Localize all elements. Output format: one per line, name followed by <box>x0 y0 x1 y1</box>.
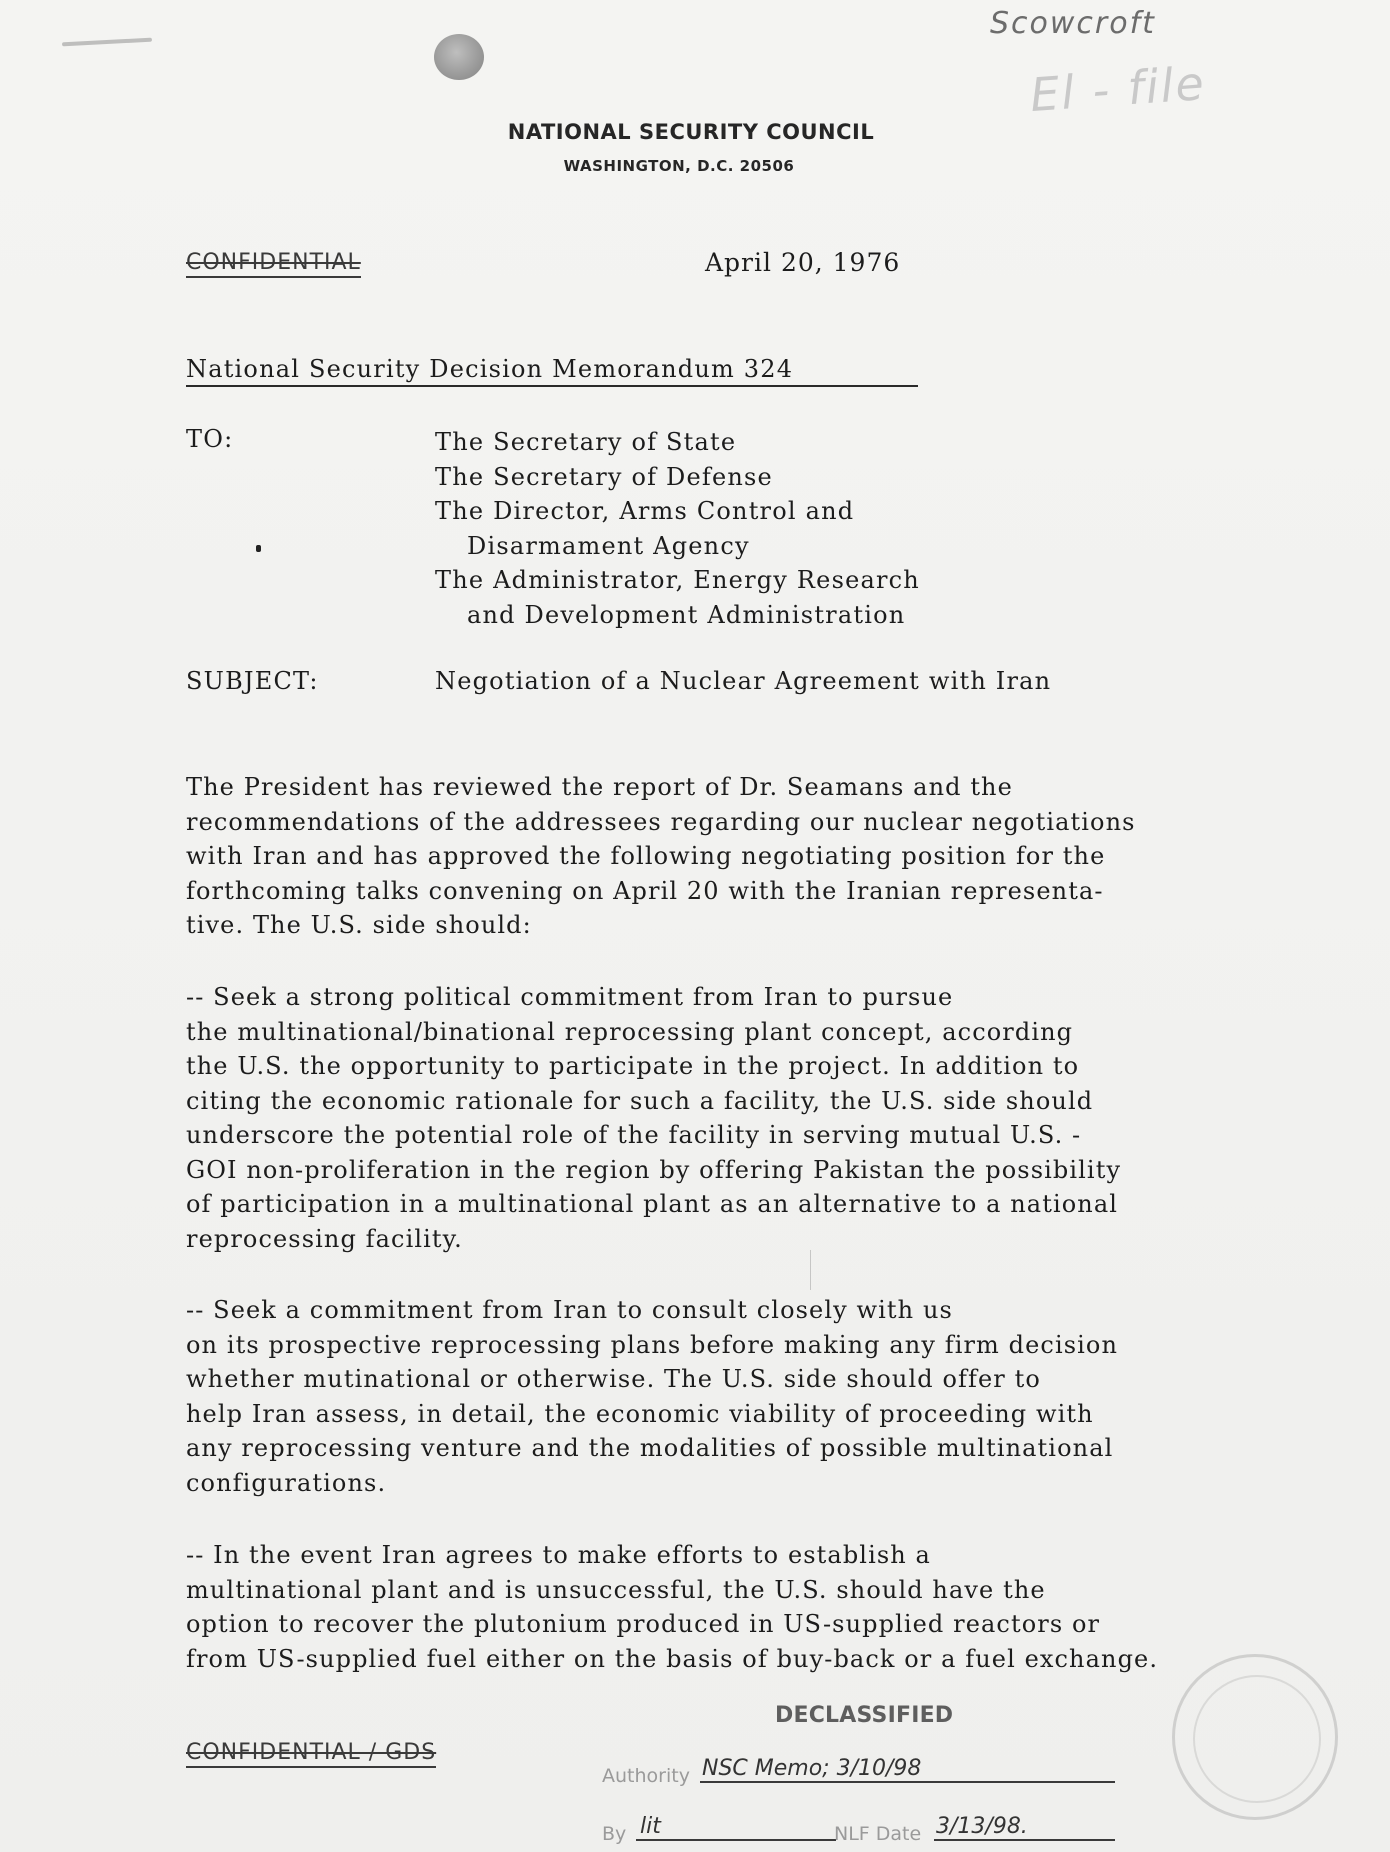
subject-label: SUBJECT: <box>186 667 319 695</box>
by-value: lit <box>636 1814 836 1841</box>
recipient-line: The Director, Arms Control and <box>435 497 855 525</box>
by-label: By <box>602 1823 627 1845</box>
body-point-three: -- In the event Iran agrees to make efforts to establish a multinational plant and is unsuccessful, the U.S. should have the option to recover the plutonium produced in US-supplied reactors or from US-supplied fuel either on the basis of buy-back or a fuel exchange. <box>186 1541 1159 1673</box>
recipient-list <box>435 425 920 632</box>
subject-text: Negotiation of a Nuclear Agreement with Iran <box>435 667 1052 695</box>
scan-artifact-line <box>810 1250 811 1290</box>
recipient-line: and Development Administration <box>467 600 906 629</box>
handwritten-file-annotation: El - file <box>1028 55 1208 123</box>
memo-date: April 20, 1976 <box>705 248 901 277</box>
library-seal-stamp <box>1172 1654 1338 1820</box>
classification-marking-top: CONFIDENTIAL <box>186 250 361 278</box>
letterhead-address: WASHINGTON, D.C. 20506 <box>563 157 795 175</box>
nlf-date-label: NLF Date <box>834 1823 922 1845</box>
stray-mark <box>256 545 261 552</box>
body-intro-paragraph: The President has reviewed the report of Dr. Seamans and the recommendations of the addressees regarding our nuclear negotiations with Iran and has approved the following negotiating position for the forthcoming talks convening on April 20 with the Iranian representa- tive. The U.S. side should: <box>186 773 1136 939</box>
body-point-one: -- Seek a strong political commitment from Iran to pursue the multinational/binational reprocessing plant concept, according the U.S. the opportunity to participate in the project. In addition to citing the economic rationale for such a facility, the U.S. side should underscore the potential role of the facility in serving mutual U.S. - GOI non-proliferation in the region by offering Pakistan the possibility of participation in a multinational plant as an alternative to a national reprocessing facility. <box>186 983 1122 1253</box>
authority-value: NSC Memo; 3/10/98 <box>700 1756 1115 1783</box>
body-point-two: -- Seek a commitment from Iran to consult closely with us on its prospective reprocessing plans before making any firm decision whether mutinational or otherwise. The U.S. side should offer to help Iran assess, in detail, the economic viability of proceeding with any reprocessing venture and the modalities of possible multinational configurations. <box>186 1296 1119 1497</box>
recipient-line: The Secretary of Defense <box>435 462 773 491</box>
recipient-line: The Secretary of State <box>435 428 737 456</box>
punch-hole <box>434 34 484 80</box>
authority-label: Authority <box>602 1765 690 1787</box>
recipient-line: The Administrator, Energy Research <box>435 566 920 594</box>
letterhead-title: NATIONAL SECURITY COUNCIL <box>507 120 875 144</box>
handwritten-name-annotation: Scowcroft <box>990 6 1156 41</box>
declassified-stamp-heading: DECLASSIFIED <box>775 1703 954 1728</box>
recipient-line: Disarmament Agency <box>467 531 750 560</box>
classification-marking-bottom: CONFIDENTIAL / GDS <box>186 1740 436 1768</box>
to-label: TO: <box>186 425 234 453</box>
scan-smudge <box>62 38 152 47</box>
nlf-date-value: 3/13/98. <box>934 1814 1115 1841</box>
memo-title: National Security Decision Memorandum 324 <box>186 355 918 387</box>
